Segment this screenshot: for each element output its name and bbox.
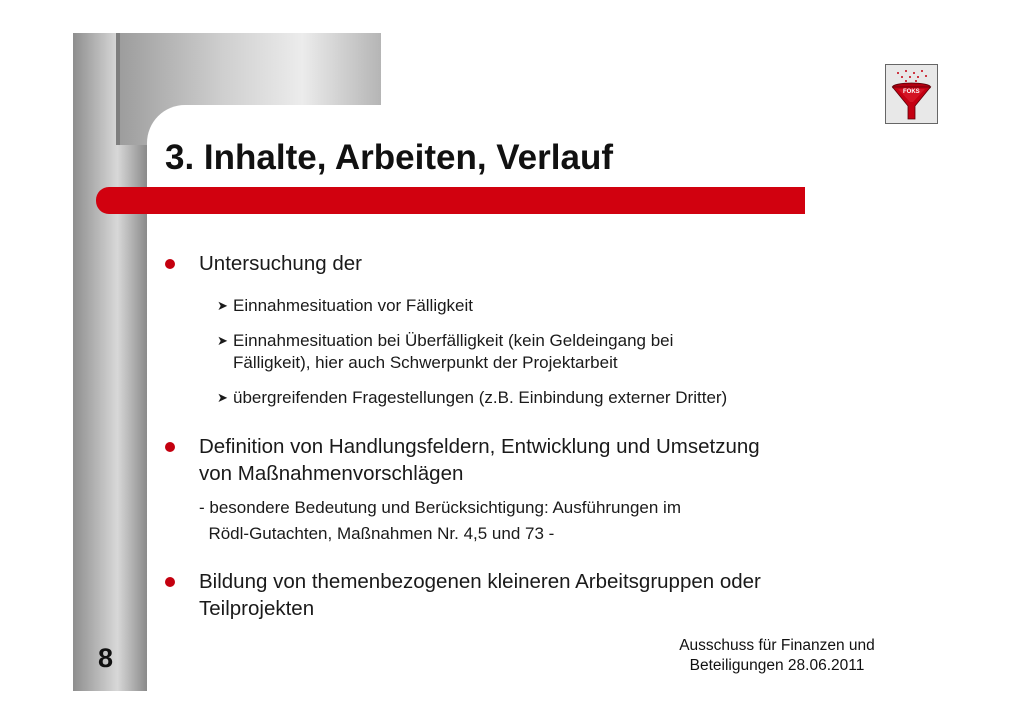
sub-item-text: Einnahmesituation vor Fälligkeit (233, 296, 474, 315)
bullet-note: Rödl-Gutachten, Maßnahmen Nr. 4,5 und 73 - (199, 524, 555, 543)
footer-line: Beteiligungen 28.06.2011 (689, 657, 865, 674)
sub-item-text: übergreifenden Fragestellungen (z.B. Einbindung externer Dritter) (233, 388, 728, 407)
page-number: 8 (98, 643, 114, 673)
footer-line: Ausschuss für Finanzen und (679, 637, 875, 654)
funnel-logo (885, 64, 938, 124)
bullet-text: Teilprojekten (199, 597, 315, 620)
bullet-marker (165, 577, 175, 587)
footer (652, 636, 902, 676)
slide-title: 3. Inhalte, Arbeiten, Verlauf (165, 138, 613, 177)
sub-item-text: Einnahmesituation bei Überfälligkeit (kein Geldeingang bei (233, 331, 674, 350)
arrow-bullet-icon: ➤ (217, 390, 228, 405)
bullet-text: Definition von Handlungsfeldern, Entwicklung und Umsetzung (199, 435, 760, 458)
bullet-note: - besondere Bedeutung und Berücksichtigung: Ausführungen im (199, 498, 681, 517)
title-underline-bar (96, 187, 805, 214)
sub-item-text: Fälligkeit), hier auch Schwerpunkt der Projektarbeit (233, 353, 618, 372)
bullet-text: Untersuchung der (199, 252, 362, 275)
decorative-bar-shadow (116, 33, 120, 145)
bullet-marker (165, 259, 175, 269)
bullet-marker (165, 442, 175, 452)
bullet-text: Bildung von themenbezogenen kleineren Arbeitsgruppen oder (199, 570, 761, 593)
bullet-text: von Maßnahmenvorschlägen (199, 462, 464, 485)
logo-label: FOKS (903, 89, 920, 95)
arrow-bullet-icon: ➤ (217, 298, 228, 313)
arrow-bullet-icon: ➤ (217, 333, 228, 348)
